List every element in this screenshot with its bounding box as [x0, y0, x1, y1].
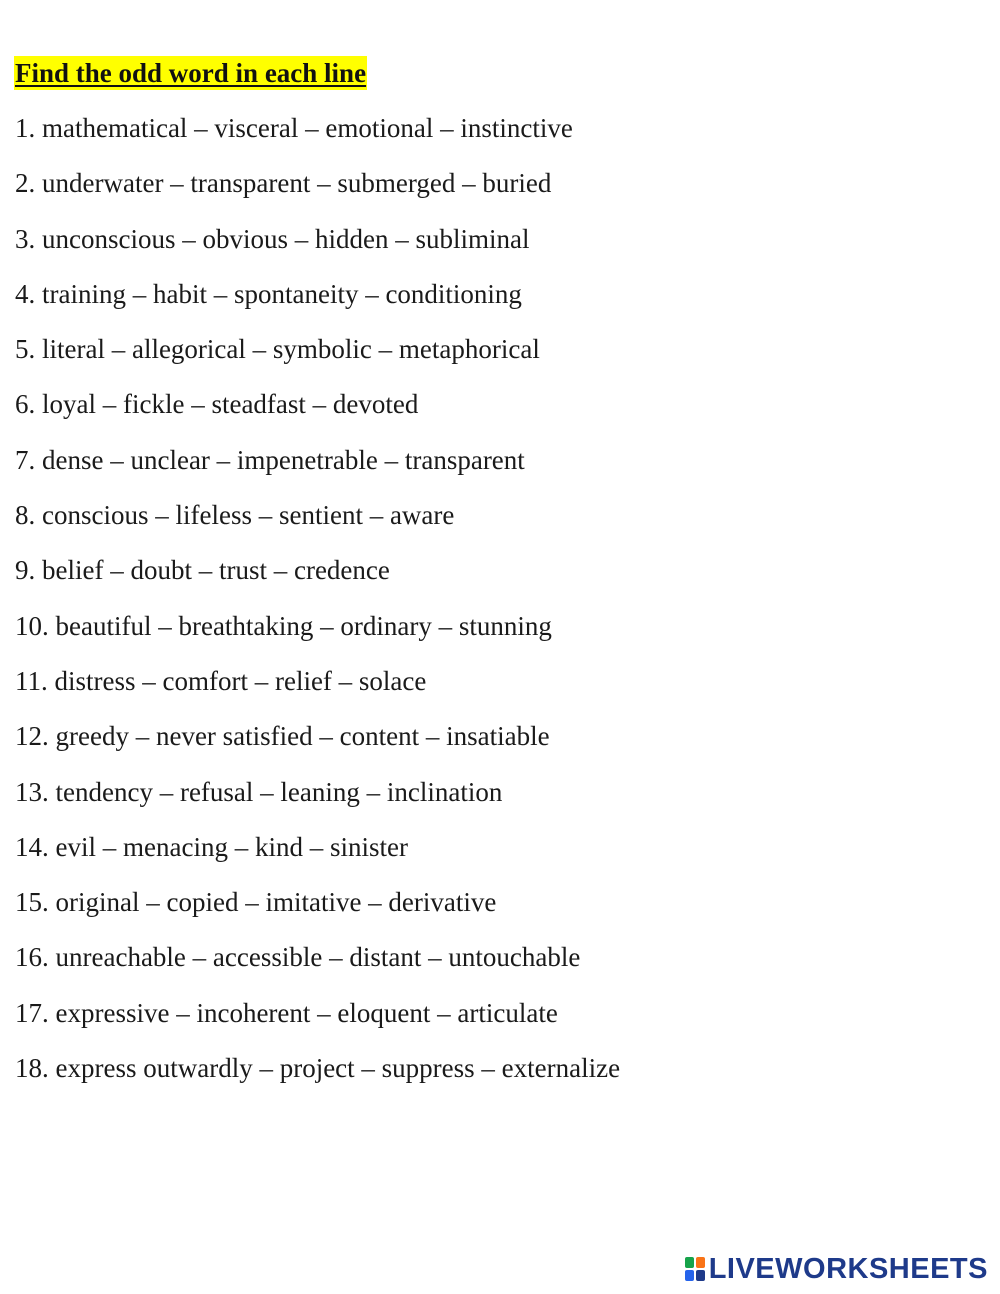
question-item: 16. unreachable – accessible – distant – untouchable [15, 942, 581, 973]
logo-mark-square [685, 1270, 694, 1281]
question-item: 5. literal – allegorical – symbolic – metaphorical [15, 334, 540, 365]
question-item: 17. expressive – incoherent – eloquent – articulate [15, 997, 558, 1028]
question-list [15, 108, 620, 1103]
question-item: 9. belief – doubt – trust – credence [15, 555, 390, 586]
question-item: 11. distress – comfort – relief – solace [15, 665, 427, 696]
logo-wordmark: LIVEWORKSHEETS [708, 1253, 988, 1285]
question-item: 18. express outwardly – project – suppress – externalize [15, 1053, 621, 1084]
question-item: 14. evil – menacing – kind – sinister [15, 831, 408, 862]
liveworksheets-logo [685, 1254, 988, 1284]
worksheet-title: Find the odd word in each line [15, 58, 367, 88]
question-item: 7. dense – unclear – impenetrable – transparent [15, 444, 525, 475]
question-item: 13. tendency – refusal – leaning – inclination [15, 776, 503, 807]
logo-mark-square [685, 1257, 694, 1268]
logo-mark-square [696, 1270, 705, 1281]
question-item: 12. greedy – never satisfied – content – insatiable [15, 721, 550, 752]
logo-mark-square [696, 1257, 705, 1268]
liveworksheets-logo-icon [685, 1257, 705, 1281]
question-item: 6. loyal – fickle – steadfast – devoted [15, 389, 419, 420]
question-item: 10. beautiful – breathtaking – ordinary – stunning [15, 610, 552, 641]
question-item: 3. unconscious – obvious – hidden – subliminal [15, 223, 530, 254]
question-item: 8. conscious – lifeless – sentient – aware [15, 500, 455, 531]
question-item: 1. mathematical – visceral – emotional – instinctive [15, 113, 573, 143]
question-item: 15. original – copied – imitative – derivative [15, 887, 497, 918]
question-item: 4. training – habit – spontaneity – conditioning [15, 278, 522, 309]
question-item: 2. underwater – transparent – submerged – buried [15, 168, 552, 199]
